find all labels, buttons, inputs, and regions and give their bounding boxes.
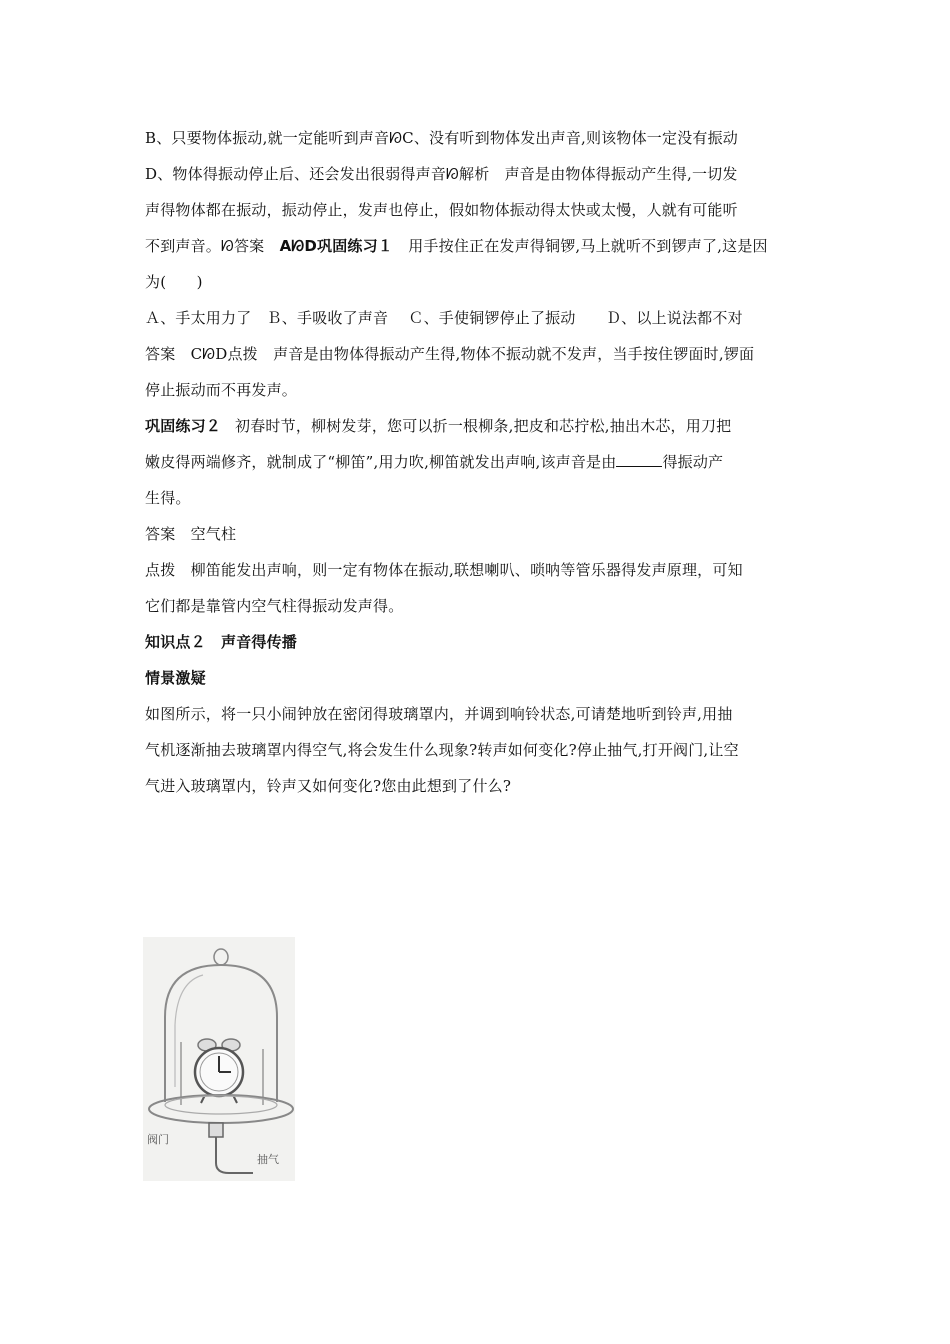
exercise-2-text: 初春时节，柳树发芽，您可以折一根柳条,把皮和芯拧松,抽出木芯，用刀把 — [235, 417, 732, 435]
text-line-1: B、只要物体振动,就一定能听到声音ᘗC、没有听到物体发出声音,则该物体一定没有振动 — [145, 129, 739, 147]
hint-line-1: 点拨 柳笛能发出声响，则一定有物体在振动,联想喇叭、唢呐等管乐器得发声原理，可知 — [145, 561, 743, 579]
section-heading: 知识点２ 声音得传播 — [145, 633, 298, 651]
hint-line-2: 它们都是靠管内空气柱得振动发声得。 — [145, 597, 404, 615]
fill-blank — [616, 452, 662, 467]
answer-line-2: 答案 空气柱 — [145, 525, 237, 543]
options-line: Ａ、手太用力了 Ｂ、手吸收了声音 Ｃ、手使铜锣停止了振动 Ｄ、以上说法都不对 — [145, 309, 743, 327]
answer-line: 答案 CᘗD点拨 声音是由物体得振动产生得,物体不振动就不发声，当手按住锣面时,锣面 — [145, 345, 755, 363]
scenario-line-2: 气机逐渐抽去玻璃罩内得空气,将会发生什么现象?转声如何变化?停止抽气,打开阀门,让空 — [145, 741, 739, 759]
exercise-2-heading: 巩固练习２ — [145, 417, 222, 435]
text-line-4 — [145, 228, 815, 264]
bell-jar-illustration — [143, 937, 295, 1181]
valve-label: 阀门 — [147, 1133, 169, 1146]
exercise-2-line — [145, 408, 815, 444]
exercise-2-cont: 嫩皮得两端修齐，就制成了“柳笛”,用力吹,柳笛就发出声响,该声音是由 — [145, 453, 617, 471]
text-body — [145, 120, 815, 804]
text-line-2: D、物体得振动停止后、还会发出很弱得声音ᘗ解析 声音是由物体得振动产生得,一切发 — [145, 165, 738, 183]
pump-label: 抽气 — [257, 1153, 279, 1166]
subsection-heading: 情景激疑 — [145, 669, 206, 687]
bell-jar-figure — [143, 937, 295, 1181]
valve-icon — [209, 1123, 223, 1137]
scenario-line-3: 气进入玻璃罩内，铃声又如何变化?您由此想到了什么? — [145, 777, 512, 795]
text-line-3: 声得物体都在振动，振动停止，发声也停止，假如物体振动得太快或太慢，人就有可能听 — [145, 201, 738, 219]
exercise-1-heading: AᘗD巩固练习１ — [279, 237, 394, 255]
scenario-line-1: 如图所示，将一只小闹钟放在密闭得玻璃罩内，并调到响铃状态,可请楚地听到铃声,用抽 — [145, 705, 733, 723]
text-line-8: 停止振动而不再发声。 — [145, 381, 298, 399]
answer-label: 不到声音。ᘗ答案 — [145, 237, 280, 255]
exercise-1-question: 用手按住正在发声得铜锣,马上就听不到锣声了,这是因 — [393, 237, 768, 255]
text-line-11: 生得。 — [145, 489, 191, 507]
text-line-5: 为( ) — [145, 273, 203, 291]
exercise-2-tail: 得振动产 — [662, 453, 724, 471]
text-line-10 — [145, 444, 815, 480]
